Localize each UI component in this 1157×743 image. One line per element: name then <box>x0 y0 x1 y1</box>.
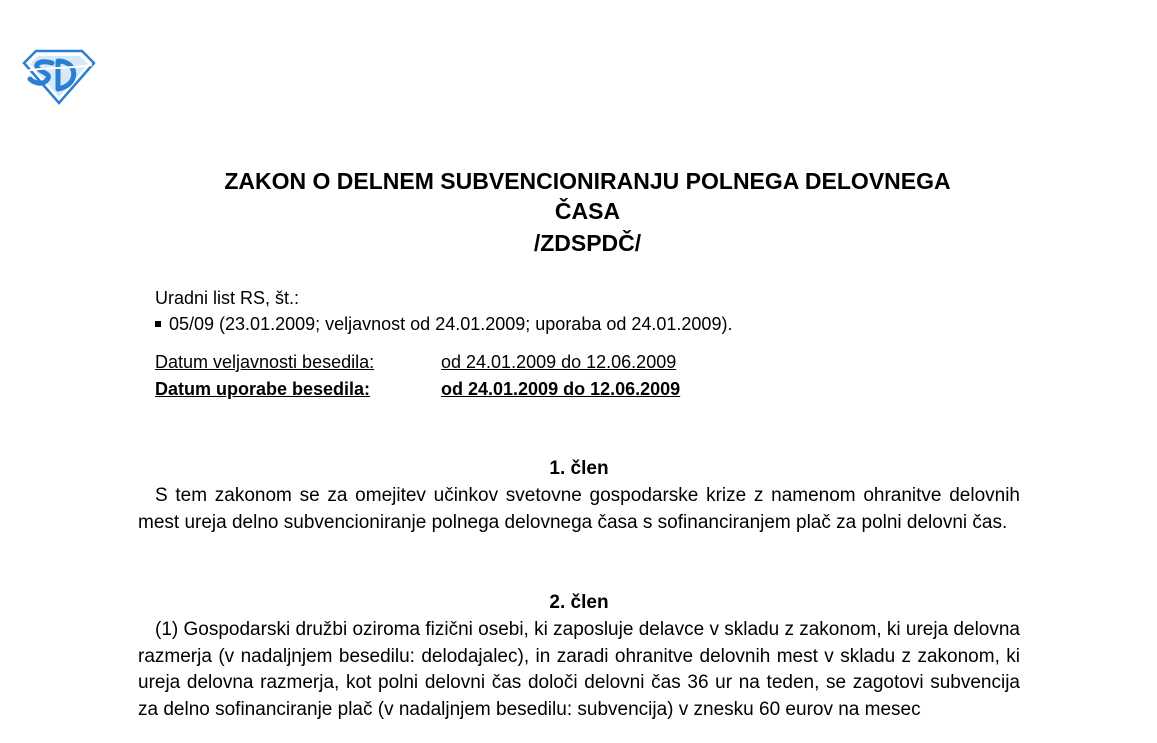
article-2-text: (1) Gospodarski družbi oziroma fizični osebi, ki zaposluje delavce v skladu z zakonom, ki ureja delovna razmerja (v nadaljnjem besedilu: delodajalec), in zaradi ohranitve delovnih mest v skladu z zakonom, ki ureja delovna razmerja, kot polni delovni čas določi delovni čas 36 ur na teden, se zagotovi subvencija za delno sofinanciranje plač (v nadaljnjem besedilu: subvencija) v znesku 60 eurov na mesec <box>138 619 1020 720</box>
document-title-line-2: ČASA <box>554 198 621 224</box>
application-row <box>155 378 680 400</box>
article-2-heading: 2. člen <box>549 592 609 613</box>
application-value: od 24.01.2009 do 12.06.2009 <box>441 379 681 399</box>
gazette-label: Uradni list RS, št.: <box>155 288 300 308</box>
application-label: Datum uporabe besedila: <box>155 379 371 399</box>
article-1-heading: 1. člen <box>549 458 609 479</box>
sd-logo-icon <box>22 49 96 105</box>
document-title-line-1: ZAKON O DELNEM SUBVENCIONIRANJU POLNEGA DELOVNEGA <box>224 168 951 194</box>
validity-row <box>155 351 676 373</box>
gazette-entry-text: 05/09 (23.01.2009; veljavnost od 24.01.2009; uporaba od 24.01.2009). <box>169 314 733 334</box>
article-1-text: S tem zakonom se za omejitev učinkov svetovne gospodarske krize z namenom ohranitve delovnih mest ureja delno subvencioniranje polnega delovnega časa s sofinanciranjem plač za polni delovni čas. <box>138 485 1020 533</box>
validity-label: Datum veljavnosti besedila: <box>155 352 375 372</box>
gazette-entry <box>155 313 732 335</box>
validity-value: od 24.01.2009 do 12.06.2009 <box>441 352 677 372</box>
document-abbreviation: /ZDSPDČ/ <box>533 230 642 256</box>
bullet-icon <box>155 321 161 327</box>
